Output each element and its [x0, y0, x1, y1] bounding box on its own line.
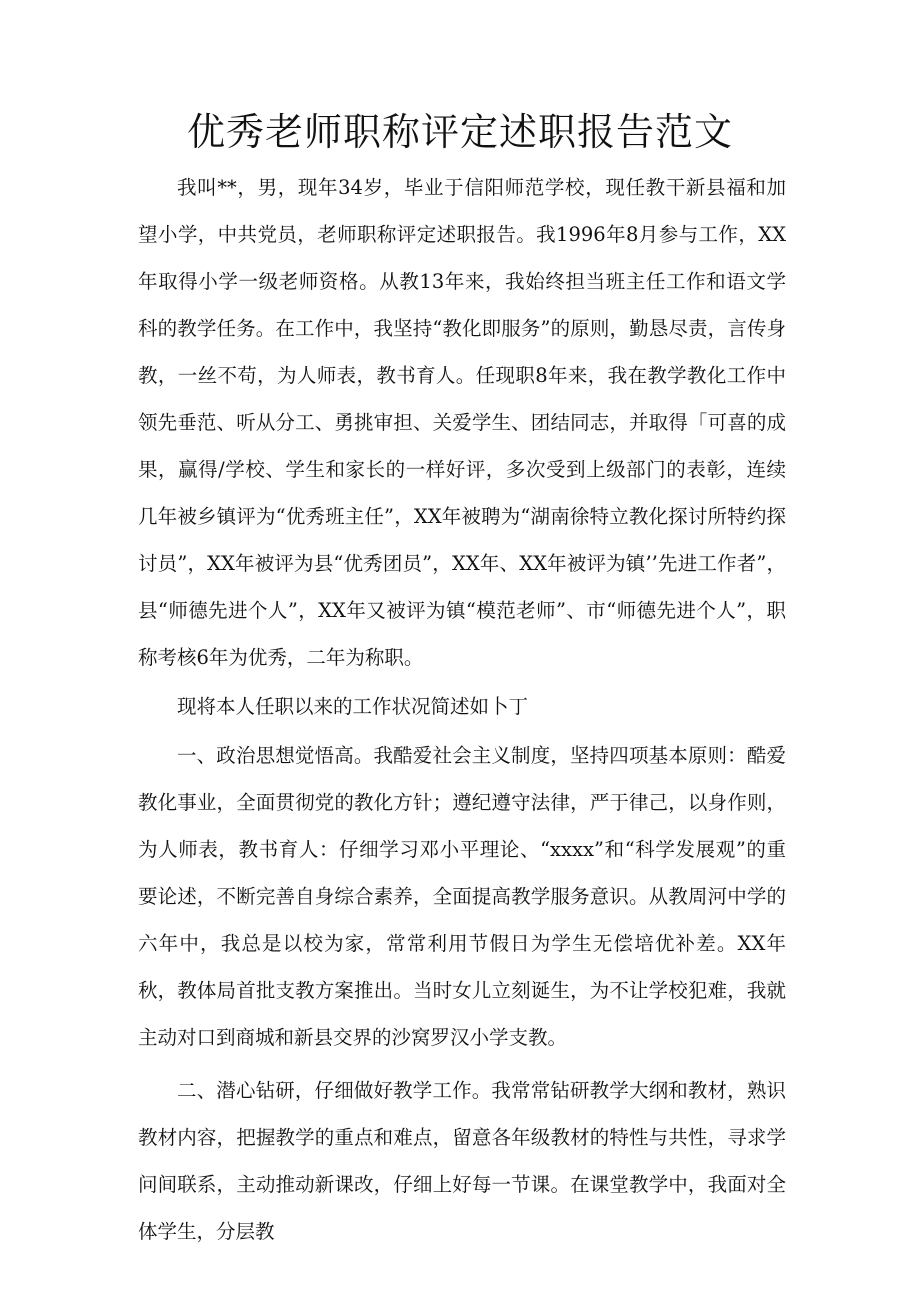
document-title: 优秀老师职称评定述职报告范文 — [186, 110, 733, 154]
paragraph-summary-lead: 现将本人任职以来的工作状况简述如卜丁 — [177, 695, 529, 718]
document-body — [138, 164, 786, 1255]
paragraph-section-political: 一、政治思想觉悟高。我酷爱社会主义制度，坚持四项基本原则：酷爱教化事业，全面贯彻党的教化方针；遵纪遵守法律，严于律己，以身作则，为人师表，教书育人：仔细学习邓小平理论、“xxxx”和“科学发展观”的重要论述，不断完善自身综合素养，全面提高教学服务意识。从教周河中学的六年中，我总是以校为家，常常利用节假日为学生无偿培优补差。XX年秋，教体局首批支教方案推出。当时女儿立刻诞生，为不让学校犯难，我就主动对口到商城和新县交界的沙窝罗汉小学支教。 — [138, 744, 786, 1049]
paragraph-intro: 我叫**，男，现年34岁，毕业于信阳师范学校，现任教干新县福和加望小学，中共党员，老师职称评定述职报告。我1996年8月参与工作，XX年取得小学一级老师资格。从教13年来，我始终担当班主任工作和语文学科的教学任务。在工作中，我坚持“教化即服务”的原则，勤恳尽责，言传身教，一丝不苟，为人师表，教书育人。任现职8年来，我在教学教化工作中领先垂范、听从分工、勇挑审担、关爱学生、团结同志，并取得「可喜的成果，赢得/学校、学生和家长的一样好评，多次受到上级部门的表彰，连续几年被乡镇评为“优秀班主任”，XX年被聘为“湖南徐特立教化探讨所特约探讨员”，XX年被评为县“优秀团员”，XX年、XX年被评为镇’’先进工作者”，县“师德先进个人”，XX年又被评为镇“模范老师”、市“师德先进个人”，职称考核6年为优秀，二年为称职。 — [138, 176, 786, 669]
paragraph-section-teaching: 二、潜心钻研，仔细做好教学工作。我常常钻研教学大纲和教材，熟识教材内容，把握教学的重点和难点，留意各年级教材的特性与共性，寻求学问间联系，主动推动新课改，仔细上好每一节课。在课堂教学中，我面对全体学生，分层教 — [138, 1079, 786, 1243]
